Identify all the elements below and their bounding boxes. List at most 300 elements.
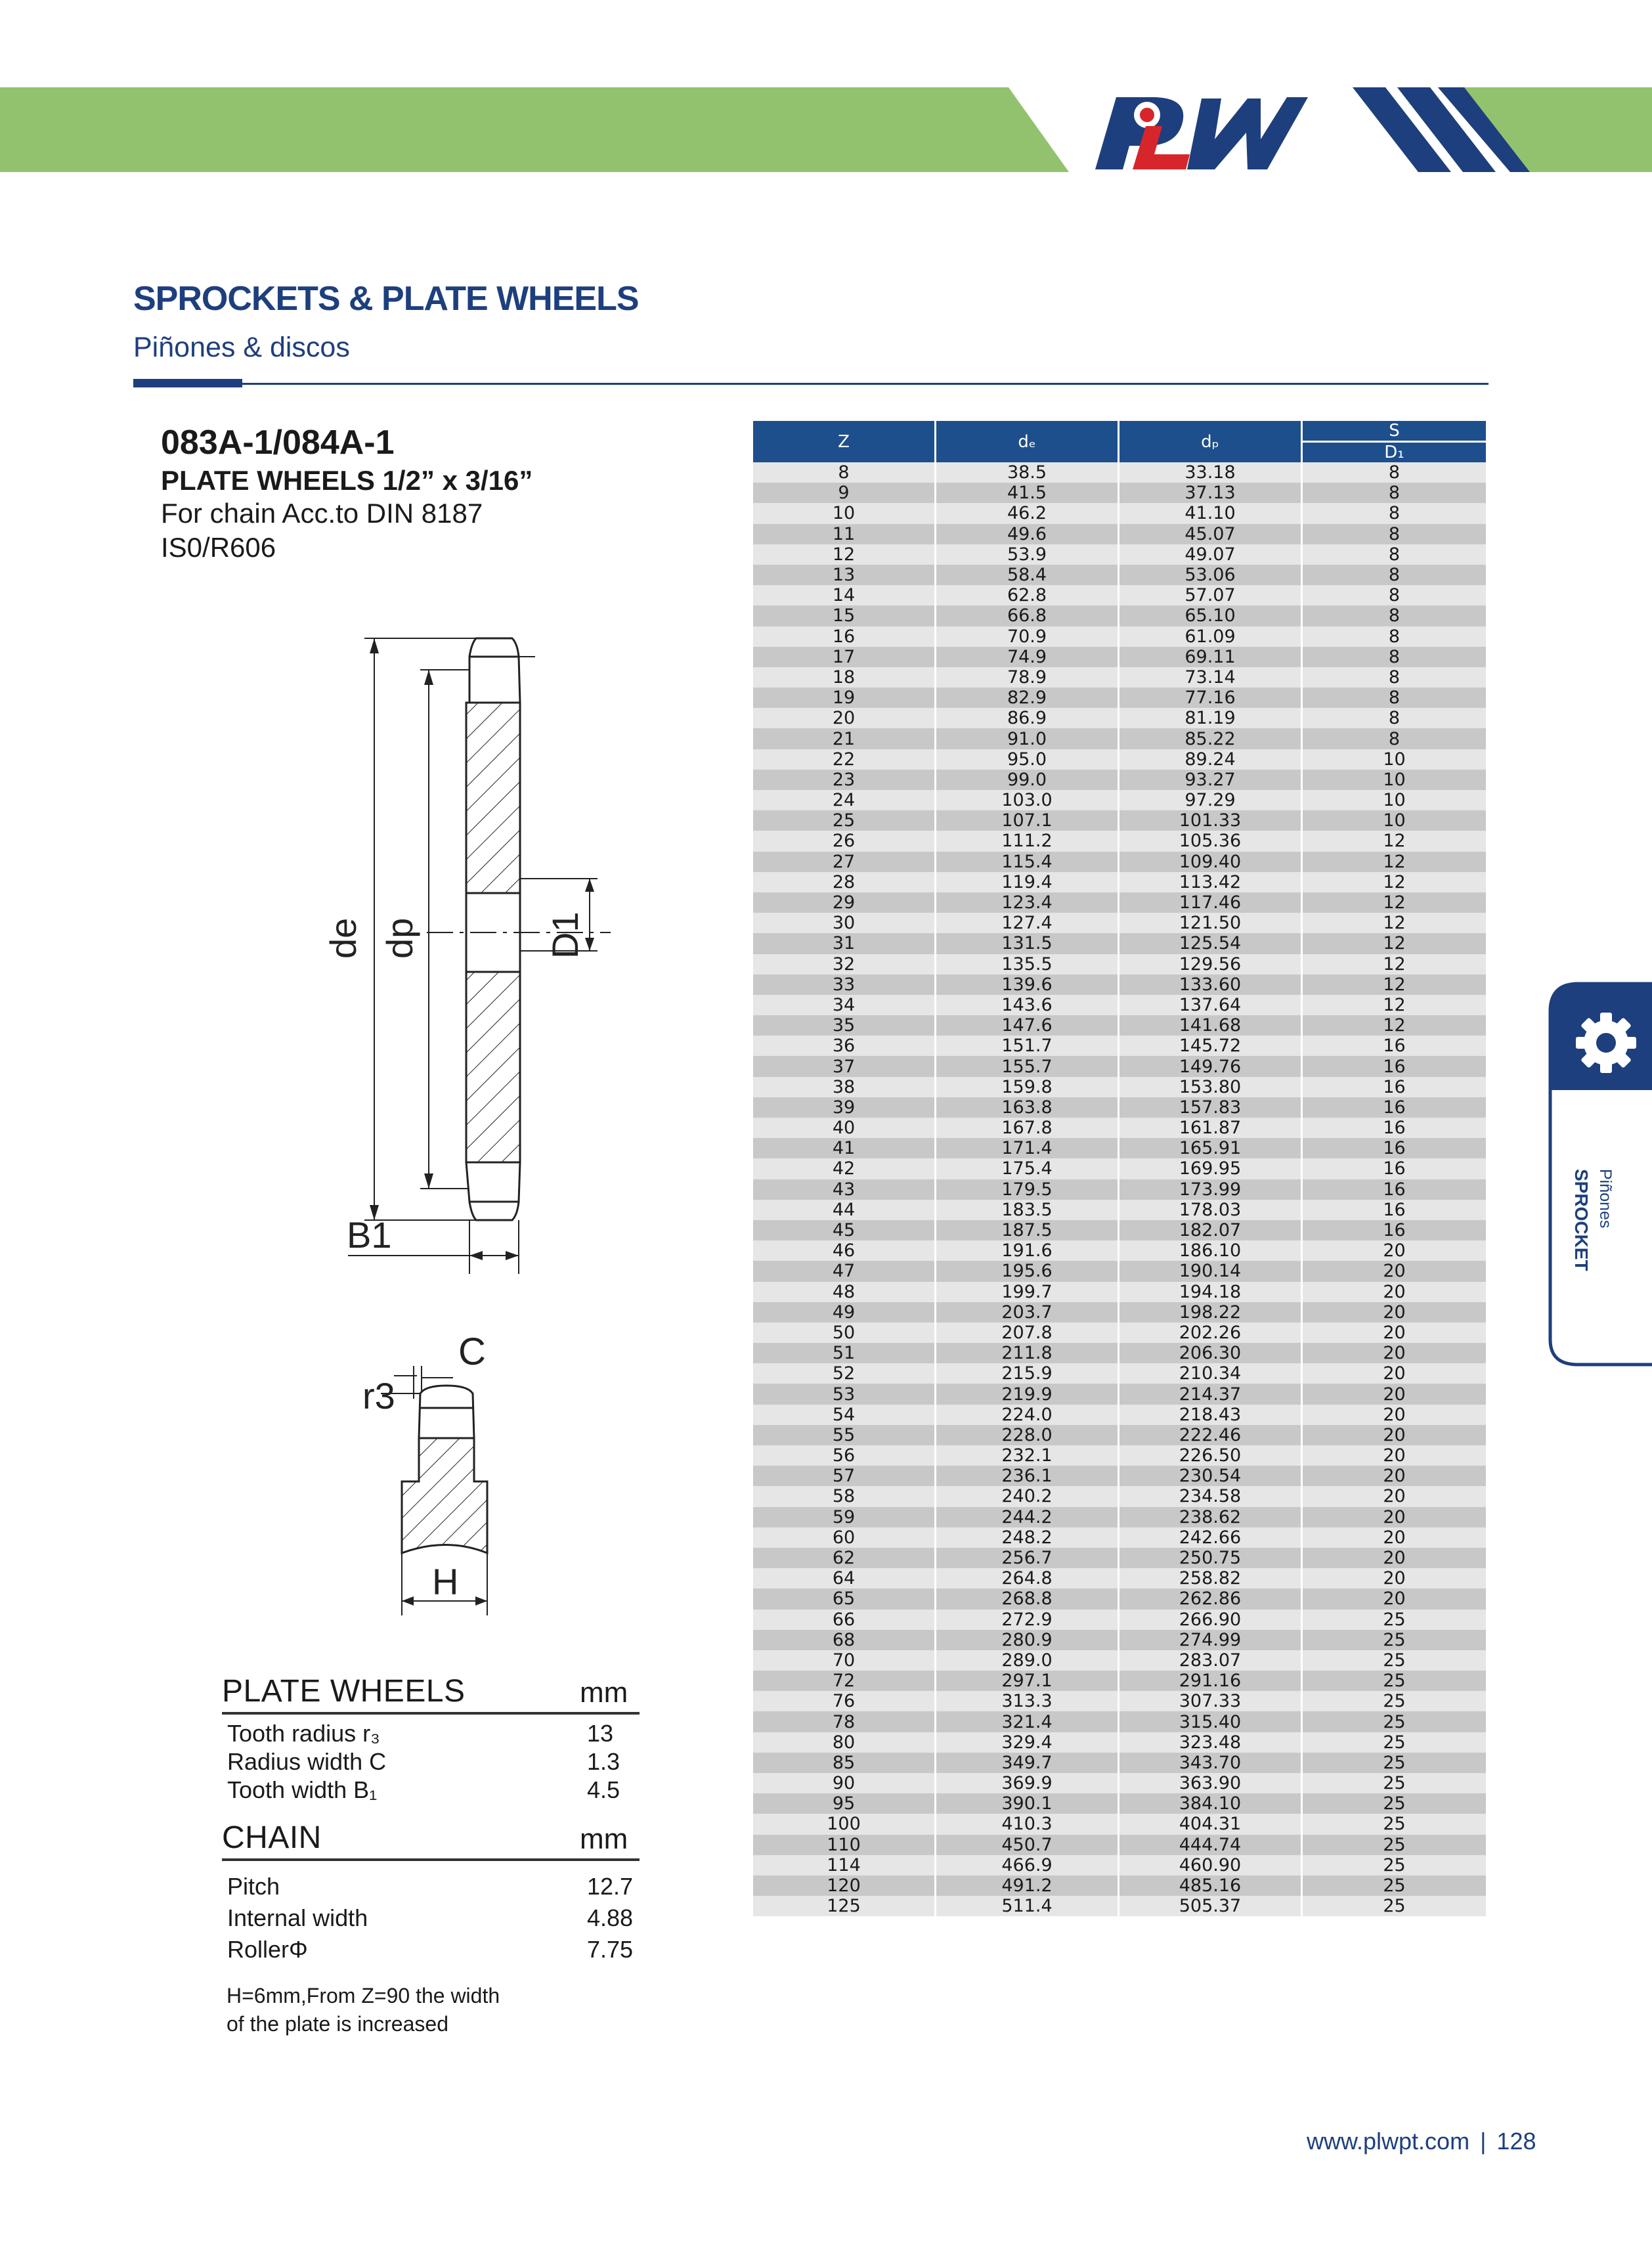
cell-z: 10 — [753, 503, 936, 523]
cell-d1: 12 — [1303, 954, 1486, 975]
cell-de: 329.4 — [936, 1732, 1119, 1753]
cell-de: 103.0 — [936, 790, 1119, 810]
param-row — [222, 1904, 640, 1936]
cell-dp: 145.72 — [1119, 1036, 1303, 1056]
label-h: H — [432, 1561, 459, 1602]
table-body — [753, 462, 1486, 1916]
label-r3: r3 — [362, 1375, 395, 1416]
cell-d1: 25 — [1303, 1691, 1486, 1711]
param-value: 13 — [587, 1720, 614, 1747]
cell-de: 62.8 — [936, 585, 1119, 605]
cell-d1: 20 — [1303, 1240, 1486, 1261]
cell-de: 58.4 — [936, 565, 1119, 585]
table-row — [753, 933, 1486, 953]
chain-title: CHAIN — [222, 1820, 322, 1855]
table-row — [753, 1773, 1486, 1793]
cell-dp: 117.46 — [1119, 892, 1303, 913]
cell-de: 163.8 — [936, 1097, 1119, 1118]
cell-dp: 274.99 — [1119, 1630, 1303, 1650]
cell-z: 70 — [753, 1650, 936, 1671]
cell-dp: 73.14 — [1119, 667, 1303, 688]
side-tab-title: SPROCKET — [1571, 1169, 1592, 1271]
header-de: dₑ — [936, 421, 1119, 462]
cell-d1: 20 — [1303, 1302, 1486, 1323]
cell-z: 120 — [753, 1875, 936, 1896]
cell-de: 219.9 — [936, 1384, 1119, 1404]
cell-z: 14 — [753, 585, 936, 605]
cell-de: 268.8 — [936, 1589, 1119, 1609]
table-row — [753, 1118, 1486, 1138]
cell-dp: 129.56 — [1119, 954, 1303, 975]
cell-d1: 12 — [1303, 872, 1486, 892]
table-row — [753, 790, 1486, 810]
table-row — [753, 1732, 1486, 1753]
chain-header — [222, 1818, 640, 1861]
cell-z: 35 — [753, 1015, 936, 1036]
cell-dp: 137.64 — [1119, 995, 1303, 1015]
cell-de: 179.5 — [936, 1179, 1119, 1200]
cell-z: 36 — [753, 1036, 936, 1056]
cell-z: 30 — [753, 913, 936, 933]
table-row — [753, 1077, 1486, 1097]
table-row — [753, 585, 1486, 605]
table-row — [753, 1036, 1486, 1056]
cell-z: 48 — [753, 1282, 936, 1302]
cell-de: 369.9 — [936, 1773, 1119, 1793]
table-row — [753, 954, 1486, 975]
param-row — [222, 1748, 640, 1776]
plate-wheels-unit: mm — [580, 1676, 628, 1709]
cell-d1: 16 — [1303, 1179, 1486, 1200]
table-row — [753, 1343, 1486, 1363]
table-row — [753, 1405, 1486, 1425]
cell-z: 21 — [753, 728, 936, 749]
cell-z: 29 — [753, 892, 936, 913]
cell-de: 215.9 — [936, 1363, 1119, 1384]
cell-z: 114 — [753, 1855, 936, 1875]
cell-dp: 485.16 — [1119, 1875, 1303, 1896]
cell-d1: 8 — [1303, 462, 1486, 483]
cell-dp: 214.37 — [1119, 1384, 1303, 1404]
table-row — [753, 1793, 1486, 1814]
cell-d1: 25 — [1303, 1650, 1486, 1671]
table-row — [753, 1486, 1486, 1506]
table-row — [753, 1568, 1486, 1589]
table-row — [753, 1282, 1486, 1302]
cell-de: 240.2 — [936, 1486, 1119, 1506]
table-row — [753, 1466, 1486, 1486]
cell-z: 52 — [753, 1363, 936, 1384]
param-name: Tooth radius r₃ — [227, 1720, 380, 1747]
cell-z: 18 — [753, 667, 936, 688]
cell-z: 47 — [753, 1261, 936, 1281]
param-value: 4.88 — [587, 1904, 634, 1931]
cell-z: 9 — [753, 483, 936, 503]
cell-d1: 16 — [1303, 1077, 1486, 1097]
cell-de: 70.9 — [936, 626, 1119, 647]
cell-z: 15 — [753, 605, 936, 626]
cell-de: 248.2 — [936, 1527, 1119, 1548]
table-row — [753, 892, 1486, 913]
cell-d1: 20 — [1303, 1445, 1486, 1466]
cell-de: 349.7 — [936, 1753, 1119, 1773]
cell-de: 86.9 — [936, 708, 1119, 728]
cell-dp: 266.90 — [1119, 1610, 1303, 1630]
cell-de: 82.9 — [936, 688, 1119, 708]
cell-d1: 8 — [1303, 728, 1486, 749]
cell-z: 42 — [753, 1158, 936, 1179]
cell-z: 19 — [753, 688, 936, 708]
cell-de: 264.8 — [936, 1568, 1119, 1589]
cell-dp: 186.10 — [1119, 1240, 1303, 1261]
cell-de: 491.2 — [936, 1875, 1119, 1896]
cell-z: 44 — [753, 1200, 936, 1220]
cell-de: 280.9 — [936, 1630, 1119, 1650]
cell-z: 13 — [753, 565, 936, 585]
table-row — [753, 1548, 1486, 1568]
cell-de: 207.8 — [936, 1323, 1119, 1343]
cell-dp: 262.86 — [1119, 1589, 1303, 1609]
cell-de: 111.2 — [936, 831, 1119, 851]
header-dp: dₚ — [1119, 421, 1303, 462]
cell-d1: 12 — [1303, 933, 1486, 953]
cell-de: 91.0 — [936, 728, 1119, 749]
cell-d1: 20 — [1303, 1486, 1486, 1506]
cell-d1: 20 — [1303, 1568, 1486, 1589]
cell-d1: 20 — [1303, 1261, 1486, 1281]
cell-z: 53 — [753, 1384, 936, 1404]
cell-dp: 49.07 — [1119, 544, 1303, 565]
cell-de: 256.7 — [936, 1548, 1119, 1568]
cell-d1: 20 — [1303, 1384, 1486, 1404]
param-value: 4.5 — [587, 1776, 620, 1803]
table-row — [753, 1384, 1486, 1404]
cell-dp: 404.31 — [1119, 1814, 1303, 1834]
cell-de: 49.6 — [936, 524, 1119, 544]
cell-dp: 153.80 — [1119, 1077, 1303, 1097]
chain-table — [222, 1818, 640, 1967]
cell-z: 40 — [753, 1118, 936, 1138]
cell-z: 85 — [753, 1753, 936, 1773]
cell-d1: 25 — [1303, 1814, 1486, 1834]
table-row — [753, 852, 1486, 872]
cell-de: 236.1 — [936, 1466, 1119, 1486]
cell-z: 37 — [753, 1056, 936, 1076]
cell-de: 232.1 — [936, 1445, 1119, 1466]
cell-z: 62 — [753, 1548, 936, 1568]
cell-dp: 178.03 — [1119, 1200, 1303, 1220]
footer-separator: | — [1480, 2128, 1487, 2155]
cell-dp: 57.07 — [1119, 585, 1303, 605]
cell-de: 289.0 — [936, 1650, 1119, 1671]
cell-dp: 230.54 — [1119, 1466, 1303, 1486]
cell-dp: 121.50 — [1119, 913, 1303, 933]
table-row — [753, 1650, 1486, 1671]
cell-d1: 25 — [1303, 1773, 1486, 1793]
title-rule-accent — [133, 379, 242, 387]
cell-de: 151.7 — [936, 1036, 1119, 1056]
footer — [1307, 2128, 1536, 2155]
cell-dp: 169.95 — [1119, 1158, 1303, 1179]
cell-de: 143.6 — [936, 995, 1119, 1015]
cell-d1: 16 — [1303, 1036, 1486, 1056]
cell-dp: 315.40 — [1119, 1711, 1303, 1732]
table-row — [753, 1261, 1486, 1281]
cell-z: 24 — [753, 790, 936, 810]
cell-z: 58 — [753, 1486, 936, 1506]
product-model: 083A-1/084A-1 — [161, 424, 395, 462]
table-row — [753, 605, 1486, 626]
cell-dp: 222.46 — [1119, 1425, 1303, 1445]
cell-de: 511.4 — [936, 1896, 1119, 1916]
cell-d1: 25 — [1303, 1753, 1486, 1773]
cell-z: 31 — [753, 933, 936, 953]
label-b1: B1 — [347, 1214, 392, 1256]
cell-de: 297.1 — [936, 1671, 1119, 1691]
cell-d1: 12 — [1303, 831, 1486, 851]
cell-d1: 25 — [1303, 1896, 1486, 1916]
plate-wheels-table — [222, 1671, 640, 1805]
cell-dp: 105.36 — [1119, 831, 1303, 851]
label-d1: D1 — [544, 911, 586, 959]
cell-dp: 460.90 — [1119, 1855, 1303, 1875]
cell-d1: 8 — [1303, 708, 1486, 728]
cell-de: 211.8 — [936, 1343, 1119, 1363]
table-row — [753, 810, 1486, 831]
cell-d1: 8 — [1303, 688, 1486, 708]
cell-de: 46.2 — [936, 503, 1119, 523]
table-row — [753, 1220, 1486, 1240]
cell-z: 55 — [753, 1425, 936, 1445]
cell-d1: 16 — [1303, 1220, 1486, 1240]
cell-dp: 97.29 — [1119, 790, 1303, 810]
cell-d1: 8 — [1303, 483, 1486, 503]
cell-z: 32 — [753, 954, 936, 975]
table-row — [753, 1158, 1486, 1179]
table-row — [753, 1589, 1486, 1609]
cell-de: 187.5 — [936, 1220, 1119, 1240]
cell-de: 135.5 — [936, 954, 1119, 975]
cell-z: 12 — [753, 544, 936, 565]
cell-d1: 25 — [1303, 1711, 1486, 1732]
cell-dp: 37.13 — [1119, 483, 1303, 503]
cell-d1: 16 — [1303, 1097, 1486, 1118]
table-row — [753, 975, 1486, 995]
table-row — [753, 503, 1486, 523]
cell-de: 195.6 — [936, 1261, 1119, 1281]
chain-standard: For chain Acc.to DIN 8187 — [161, 498, 483, 529]
cell-de: 41.5 — [936, 483, 1119, 503]
note-line: H=6mm,From Z=90 the width — [227, 1984, 500, 2007]
cell-dp: 202.26 — [1119, 1323, 1303, 1343]
cell-dp: 125.54 — [1119, 933, 1303, 953]
cell-dp: 182.07 — [1119, 1220, 1303, 1240]
cell-dp: 363.90 — [1119, 1773, 1303, 1793]
cell-z: 51 — [753, 1343, 936, 1363]
cell-d1: 16 — [1303, 1138, 1486, 1158]
cell-z: 38 — [753, 1077, 936, 1097]
cell-d1: 8 — [1303, 585, 1486, 605]
param-name: Tooth width B₁ — [227, 1776, 378, 1803]
cell-dp: 291.16 — [1119, 1671, 1303, 1691]
cell-de: 139.6 — [936, 975, 1119, 995]
cell-de: 199.7 — [936, 1282, 1119, 1302]
label-de: de — [322, 917, 364, 959]
cell-de: 38.5 — [936, 462, 1119, 483]
cell-z: 8 — [753, 462, 936, 483]
cell-de: 171.4 — [936, 1138, 1119, 1158]
cell-dp: 161.87 — [1119, 1118, 1303, 1138]
param-name: Radius width C — [227, 1748, 387, 1775]
table-row — [753, 749, 1486, 770]
cell-z: 16 — [753, 626, 936, 647]
cell-de: 131.5 — [936, 933, 1119, 953]
cell-dp: 218.43 — [1119, 1405, 1303, 1425]
cell-d1: 12 — [1303, 913, 1486, 933]
cell-dp: 173.99 — [1119, 1179, 1303, 1200]
cell-d1: 16 — [1303, 1118, 1486, 1138]
table-row — [753, 1691, 1486, 1711]
cell-z: 33 — [753, 975, 936, 995]
table-row — [753, 1630, 1486, 1650]
cell-de: 228.0 — [936, 1425, 1119, 1445]
table-row — [753, 770, 1486, 790]
section-title: SPROCKETS & PLATE WHEELS — [133, 280, 639, 318]
cell-z: 59 — [753, 1507, 936, 1527]
cell-dp: 149.76 — [1119, 1056, 1303, 1076]
cell-d1: 8 — [1303, 544, 1486, 565]
table-row — [753, 1425, 1486, 1445]
table-row — [753, 1056, 1486, 1076]
table-row — [753, 1875, 1486, 1896]
note — [227, 1982, 500, 2038]
cell-d1: 20 — [1303, 1425, 1486, 1445]
cell-z: 80 — [753, 1732, 936, 1753]
cell-dp: 93.27 — [1119, 770, 1303, 790]
cell-de: 191.6 — [936, 1240, 1119, 1261]
table-row — [753, 913, 1486, 933]
cell-z: 41 — [753, 1138, 936, 1158]
header-d1: D₁ — [1303, 441, 1486, 462]
footer-url[interactable]: www.plwpt.com — [1307, 2128, 1470, 2155]
iso-standard: IS0/R606 — [161, 532, 276, 563]
table-row — [753, 1445, 1486, 1466]
cell-de: 119.4 — [936, 872, 1119, 892]
table-row — [753, 1527, 1486, 1548]
cell-de: 155.7 — [936, 1056, 1119, 1076]
cell-de: 107.1 — [936, 810, 1119, 831]
cell-d1: 25 — [1303, 1610, 1486, 1630]
table-row — [753, 1138, 1486, 1158]
cell-dp: 61.09 — [1119, 626, 1303, 647]
table-row — [753, 1711, 1486, 1732]
header-s: S — [1303, 421, 1486, 441]
cell-de: 127.4 — [936, 913, 1119, 933]
cell-d1: 12 — [1303, 975, 1486, 995]
cell-dp: 226.50 — [1119, 1445, 1303, 1466]
section-subtitle: Piñones & discos — [133, 332, 350, 363]
cell-de: 123.4 — [936, 892, 1119, 913]
cell-z: 78 — [753, 1711, 936, 1732]
cell-de: 313.3 — [936, 1691, 1119, 1711]
cell-z: 45 — [753, 1220, 936, 1240]
cell-dp: 41.10 — [1119, 503, 1303, 523]
sprocket-data-table — [753, 421, 1486, 1916]
cell-d1: 20 — [1303, 1527, 1486, 1548]
table-header — [753, 421, 1486, 462]
table-row — [753, 626, 1486, 647]
chain-unit: mm — [580, 1823, 628, 1855]
cell-dp: 343.70 — [1119, 1753, 1303, 1773]
cell-de: 272.9 — [936, 1610, 1119, 1630]
table-row — [753, 1363, 1486, 1384]
plate-wheels-title: PLATE WHEELS — [222, 1674, 466, 1709]
label-c: C — [458, 1330, 486, 1373]
cell-dp: 69.11 — [1119, 647, 1303, 667]
cell-dp: 210.34 — [1119, 1363, 1303, 1384]
cell-z: 50 — [753, 1323, 936, 1343]
cell-dp: 242.66 — [1119, 1527, 1303, 1548]
cell-z: 34 — [753, 995, 936, 1015]
cell-d1: 25 — [1303, 1855, 1486, 1875]
note-line: of the plate is increased — [227, 2012, 448, 2036]
label-dp: dp — [379, 917, 420, 959]
table-row — [753, 1200, 1486, 1220]
cell-z: 100 — [753, 1814, 936, 1834]
cell-de: 390.1 — [936, 1793, 1119, 1814]
cell-d1: 25 — [1303, 1671, 1486, 1691]
cell-d1: 12 — [1303, 892, 1486, 913]
plate-wheels-header — [222, 1671, 640, 1715]
cell-z: 22 — [753, 749, 936, 770]
cell-dp: 444.74 — [1119, 1835, 1303, 1855]
cell-z: 60 — [753, 1527, 936, 1548]
cell-z: 76 — [753, 1691, 936, 1711]
param-name: Pitch — [227, 1873, 280, 1900]
cell-z: 39 — [753, 1097, 936, 1118]
cell-de: 203.7 — [936, 1302, 1119, 1323]
cell-dp: 65.10 — [1119, 605, 1303, 626]
table-row — [753, 1507, 1486, 1527]
table-row — [753, 831, 1486, 851]
cell-de: 53.9 — [936, 544, 1119, 565]
cell-d1: 12 — [1303, 1015, 1486, 1036]
cell-dp: 258.82 — [1119, 1568, 1303, 1589]
cell-z: 27 — [753, 852, 936, 872]
cell-d1: 10 — [1303, 770, 1486, 790]
green-band-left — [0, 87, 1069, 172]
table-row — [753, 1015, 1486, 1036]
table-row — [753, 728, 1486, 749]
cell-dp: 157.83 — [1119, 1097, 1303, 1118]
table-row — [753, 1179, 1486, 1200]
cell-d1: 16 — [1303, 1158, 1486, 1179]
table-row — [753, 1835, 1486, 1855]
param-value: 7.75 — [587, 1936, 634, 1963]
cell-de: 95.0 — [936, 749, 1119, 770]
cell-d1: 16 — [1303, 1056, 1486, 1076]
cell-dp: 505.37 — [1119, 1896, 1303, 1916]
cell-dp: 234.58 — [1119, 1486, 1303, 1506]
cell-de: 244.2 — [936, 1507, 1119, 1527]
page-number: 128 — [1496, 2128, 1536, 2155]
cell-d1: 8 — [1303, 524, 1486, 544]
table-row — [753, 1753, 1486, 1773]
cell-de: 183.5 — [936, 1200, 1119, 1220]
cell-d1: 20 — [1303, 1343, 1486, 1363]
cell-z: 23 — [753, 770, 936, 790]
tooth-profile-drawing — [355, 1320, 552, 1629]
